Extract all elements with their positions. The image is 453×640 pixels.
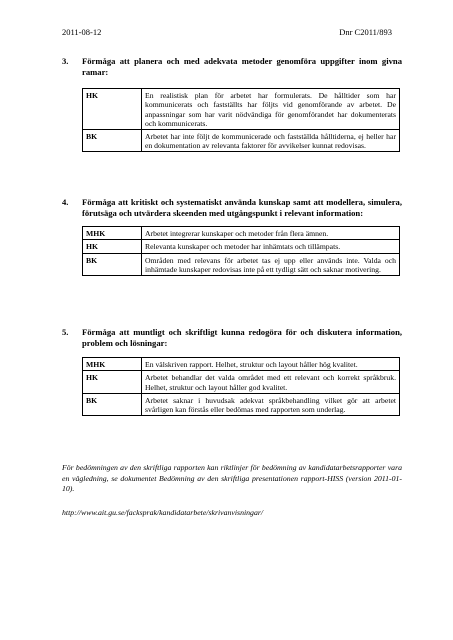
grade-key: BK bbox=[83, 130, 142, 152]
section-number: 5. bbox=[62, 327, 69, 337]
section-5 bbox=[62, 327, 402, 416]
grade-description: Relevanta kunskaper och metoder har inhämtats och tillämpats. bbox=[142, 240, 400, 253]
grade-key: HK bbox=[83, 240, 142, 253]
section-number: 4. bbox=[62, 197, 69, 207]
header-date: 2011-08-12 bbox=[62, 27, 102, 37]
header-reference: Dnr C2011/893 bbox=[339, 27, 392, 37]
criteria-table bbox=[82, 88, 400, 152]
grade-description: Områden med relevans för arbetet tas ej upp eller används inte. Valda och inhämtade kunskaper redovisas inte på ett tydligt sätt och saknar motivering. bbox=[142, 253, 400, 275]
grade-key: BK bbox=[83, 393, 142, 415]
table-row bbox=[83, 358, 400, 371]
grade-description: Arbetet integrerar kunskaper och metoder från flera ämnen. bbox=[142, 227, 400, 240]
criteria-table bbox=[82, 357, 400, 416]
table-row bbox=[83, 393, 400, 415]
section-heading bbox=[62, 56, 402, 77]
section-4 bbox=[62, 197, 402, 276]
grade-description: En realistisk plan för arbetet har formulerats. De hålltider som har kommunicerats och fastställts har följts vid genomförande av arbetet. De anpassningar som har varit nödvändiga för genomförandet har dokumenterats och kommunicerats. bbox=[142, 89, 400, 130]
assessment-note: För bedömningen av den skriftliga rapporten kan riktlinjer för bedömning av kandidatarbetsrapporter vara en vägledning, se dokumentet Bedömning av den skriftliga presentationen rapport-HISS (version 2011-01-10). bbox=[62, 463, 402, 494]
section-number: 3. bbox=[62, 56, 69, 66]
grade-key: BK bbox=[83, 253, 142, 275]
section-title: Förmåga att planera och med adekvata metoder genomföra uppgifter inom givna ramar: bbox=[82, 56, 402, 77]
section-title: Förmåga att kritiskt och systematiskt använda kunskap samt att modellera, simulera, förutsäga och utvärdera skeenden med utgångspunkt i relevant information: bbox=[82, 197, 402, 218]
table-row bbox=[83, 227, 400, 240]
table-row bbox=[83, 130, 400, 152]
section-heading bbox=[62, 197, 402, 218]
grade-key: HK bbox=[83, 371, 142, 393]
section-title: Förmåga att muntligt och skriftligt kunna redogöra för och diskutera information, problem och lösningar: bbox=[82, 327, 402, 348]
table-row bbox=[83, 240, 400, 253]
grade-description: Arbetet behandlar det valda området med ett relevant och korrekt språkbruk. Helhet, struktur och layout håller god kvalitet. bbox=[142, 371, 400, 393]
grade-key: MHK bbox=[83, 227, 142, 240]
section-heading bbox=[62, 327, 402, 348]
grade-description: Arbetet har inte följt de kommunicerade och fastställda hålltiderna, ej heller har en dokumentation av relevanta faktorer för avvikelser kunnat redovisas. bbox=[142, 130, 400, 152]
criteria-table bbox=[82, 226, 400, 276]
grade-description: En välskriven rapport. Helhet, struktur och layout håller hög kvalitet. bbox=[142, 358, 400, 371]
grade-description: Arbetet saknar i huvudsak adekvat språkbehandling vilket gör att arbetet svårligen kan förstås eller bedömas med rapporten som underlag. bbox=[142, 393, 400, 415]
reference-link[interactable]: http://www.ait.gu.se/facksprak/kandidatarbete/skrivanvisningar/ bbox=[62, 508, 264, 517]
table-row bbox=[83, 89, 400, 130]
grade-key: HK bbox=[83, 89, 142, 130]
section-3 bbox=[62, 56, 402, 152]
table-row bbox=[83, 253, 400, 275]
grade-key: MHK bbox=[83, 358, 142, 371]
table-row bbox=[83, 371, 400, 393]
